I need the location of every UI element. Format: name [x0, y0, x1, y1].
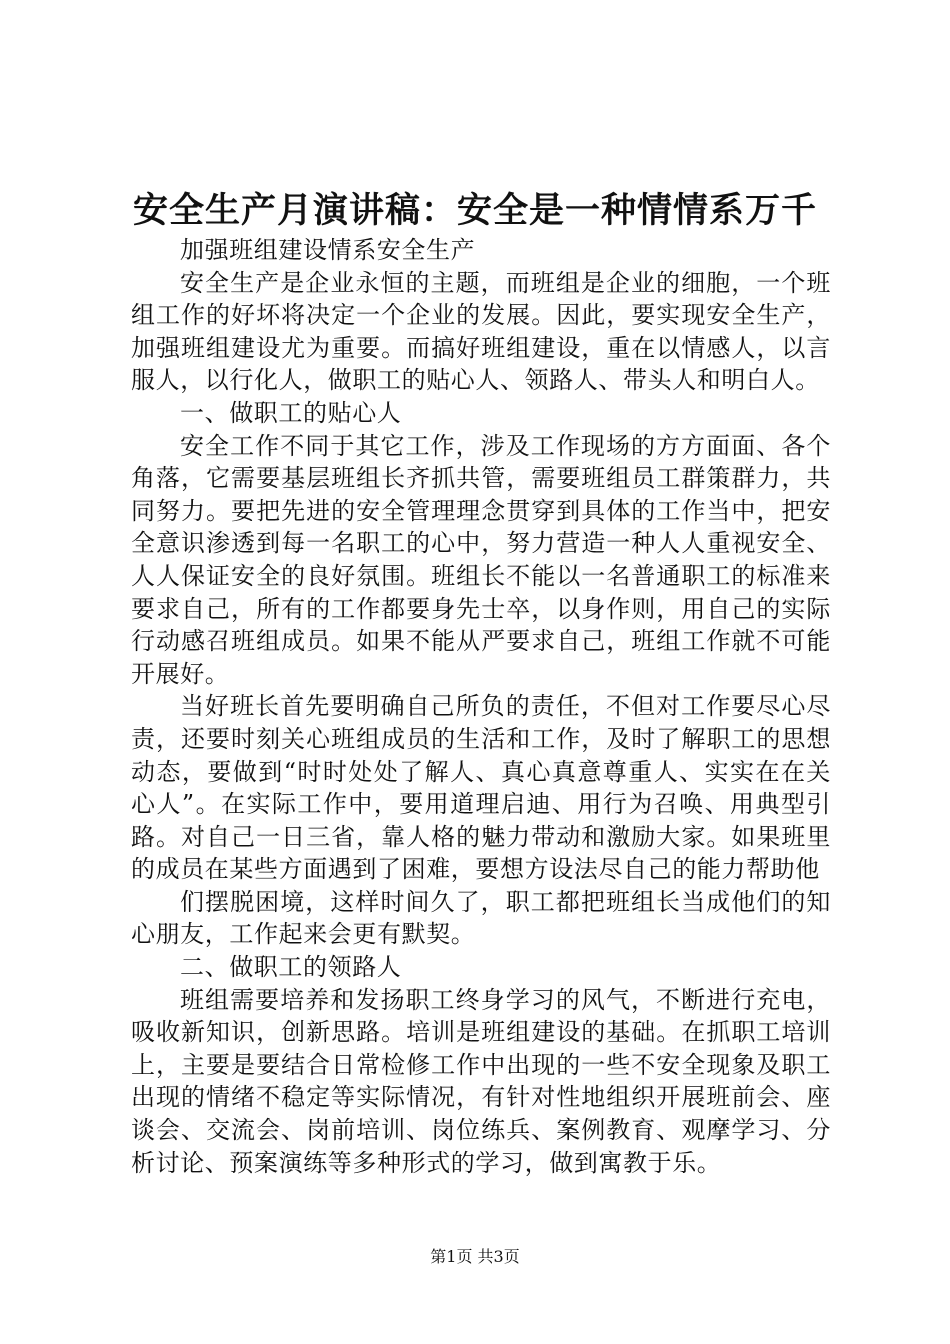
page-number-footer: 第1页 共3页	[430, 1247, 520, 1266]
document-title: 安全生产月演讲稿：安全是一种情情系万千	[132, 190, 817, 231]
body-paragraph: 当好班长首先要明确自己所负的责任，不但对工作要尽心尽责，还要时刻关心班组成员的生活和工作，及时了解职工的思想动态，要做到“时时处处了解人、真心真意尊重人、实实在在关心人”。在实际工作中，要用道理启迪、用行为召唤、用典型引路。对自己一日三省，靠人格的魅力带动和激励大家。如果班里的成员在某些方面遇到了困难，要想方设法尽自己的能力帮助他	[131, 692, 831, 884]
body-paragraph: 班组需要培养和发扬职工终身学习的风气，不断进行充电，吸收新知识，创新思路。培训是班组建设的基础。在抓职工培训上，主要是要结合日常检修工作中出现的一些不安全现象及职工出现的情绪不稳定等实际情况，有针对性地组织开展班前会、座谈会、交流会、岗前培训、岗位练兵、案例教育、观摩学习、分析讨论、预案演练等多种形式的学习，做到寓教于乐。	[131, 985, 831, 1177]
section-heading-1: 一、做职工的贴心人	[180, 398, 402, 427]
body-paragraph: 安全工作不同于其它工作，涉及工作现场的方方面面、各个角落，它需要基层班组长齐抓共管，需要班组员工群策群力，共同努力。要把先进的安全管理理念贯穿到具体的工作当中，把安全意识渗透到每一名职工的心中，努力营造一种人人重视安全、人人保证安全的良好氛围。班组长不能以一名普通职工的标准来要求自己，所有的工作都要身先士卒，以身作则，用自己的实际行动感召班组成员。如果不能从严要求自己，班组工作就不可能开展好。	[131, 431, 831, 688]
body-paragraph: 们摆脱困境，这样时间久了，职工都把班组长当成他们的知心朋友，工作起来会更有默契。	[131, 887, 831, 949]
subtitle-paragraph: 加强班组建设情系安全生产	[180, 236, 476, 264]
section-heading-2: 二、做职工的领路人	[180, 953, 402, 982]
intro-paragraph: 安全生产是企业永恒的主题，而班组是企业的细胞，一个班组工作的好坏将决定一个企业的发展。因此，要实现安全生产，加强班组建设尤为重要。而搞好班组建设，重在以情感人，以言服人，以行化人，做职工的贴心人、领路人、带头人和明白人。	[131, 268, 831, 395]
document-body	[131, 234, 831, 1179]
